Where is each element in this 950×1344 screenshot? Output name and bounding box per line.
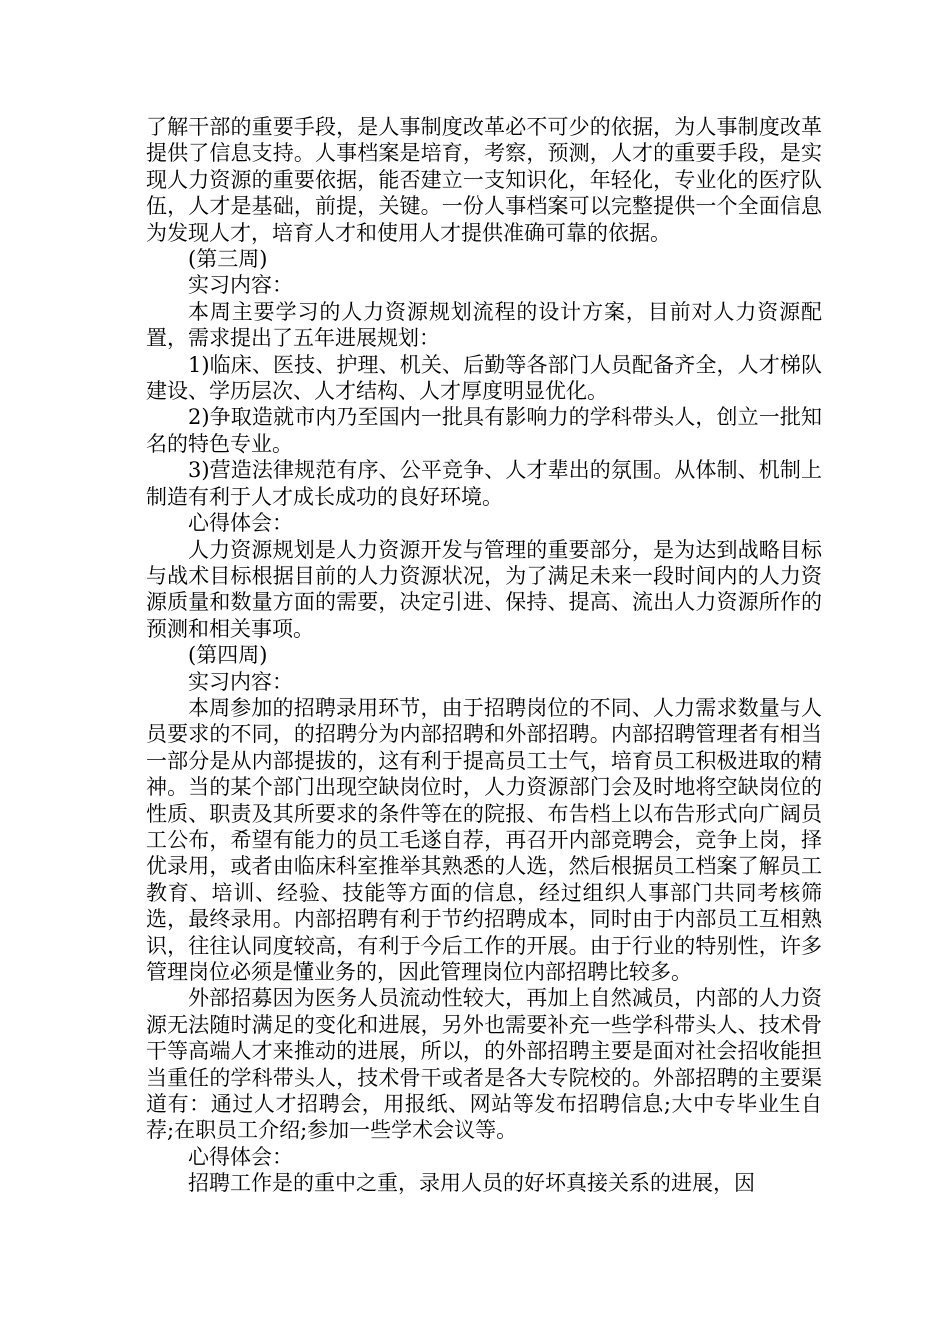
- section-heading-week-3: (第三周): [188, 247, 268, 272]
- paragraph: 了解干部的重要手段，是人事制度改革必不可少的依据，为人事制度改革提供了信息支持。人事档案是培育，考察，预测，人才的重要手段，是实现人力资源的重要依据，能否建立一支知识化，年轻化，专业化的医疗队伍，人才是基础，前提，关键。一份人事档案可以完整提供一个全面信息为发现人才，培育人才和使用人才提供准确可靠的依据。: [146, 115, 822, 245]
- subheading-internship-content: 实习内容：: [188, 273, 293, 298]
- list-item: 3)营造法律规范有序、公平竞争、人才辈出的氛围。从体制、机制上制造有利于人才成长成功的良好环境。: [146, 458, 822, 509]
- subheading-reflections: 心得体会：: [188, 511, 293, 536]
- paragraph: 招聘工作是的重中之重，录用人员的好坏真接关系的进展，因: [188, 1171, 755, 1196]
- paragraph: 外部招募因为医务人员流动性较大，再加上自然减员，内部的人力资源无法随时满足的变化和进展，另外也需要补充一些学科带头人、技术骨干等高端人才来推动的进展，所以，的外部招聘主要是面对社会招收能担当重任的学科带头人，技术骨干或者是各大专院校的。外部招聘的主要渠道有：通过人才招聘会，用报纸、网站等发布招聘信息;大中专毕业生自荐;在职员工介绍;参加一些学术会议等。: [146, 986, 822, 1143]
- list-item: 1)临床、医技、护理、机关、后勤等各部门人员配备齐全，人才梯队建设、学历层次、人才结构、人才厚度明显优化。: [146, 352, 822, 404]
- section-heading-week-4: (第四周): [188, 643, 268, 668]
- document-page: [146, 114, 822, 1197]
- paragraph: 本周参加的招聘录用环节，由于招聘岗位的不同、人力需求数量与人员要求的不同，的招聘分为内部招聘和外部招聘。内部招聘管理者有相当一部分是从内部提拔的，这有利于提高员工士气，培育员工积极进取的精神。当的某个部门出现空缺岗位时，人力资源部门会及时地将空缺岗位的性质、职责及其所要求的条件等在的院报、布告档上以布告形式向广阔员工公布，希望有能力的员工毛遂自荐，再召开内部竞聘会，竞争上岗，择优录用，或者由临床科室推举其熟悉的人选，然后根据员工档案了解员工教育、培训、经验、技能等方面的信息，经过组织人事部门共同考核筛选，最终录用。内部招聘有利于节约招聘成本，同时由于内部员工互相熟识，往往认同度较高，有利于今后工作的开展。由于行业的特别性，许多管理岗位必须是懂业务的，因此管理岗位内部招聘比较多。: [146, 695, 822, 984]
- paragraph: 本周主要学习的人力资源规划流程的设计方案，目前对人力资源配置，需求提出了五年进展规划：: [146, 299, 822, 351]
- subheading-internship-content: 实习内容：: [188, 669, 293, 694]
- list-item: 2)争取造就市内乃至国内一批具有影响力的学科带头人，创立一批知名的特色专业。: [146, 405, 822, 456]
- subheading-reflections: 心得体会：: [188, 1144, 293, 1169]
- paragraph: 人力资源规划是人力资源开发与管理的重要部分，是为达到战略目标与战术目标根据目前的人力资源状况，为了满足未来一段时间内的人力资源质量和数量方面的需要，决定引进、保持、提高、流出人力资源所作的预测和相关事项。: [146, 537, 822, 641]
